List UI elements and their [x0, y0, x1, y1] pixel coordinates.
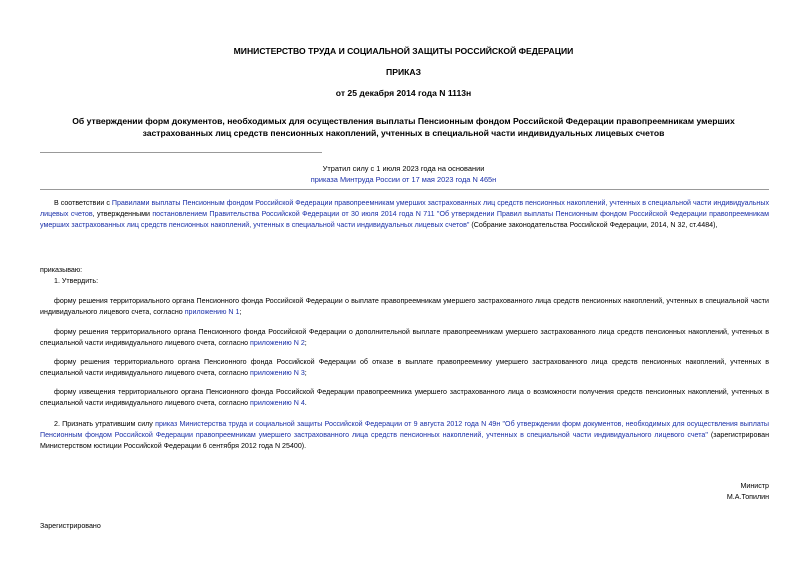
note-divider — [40, 189, 769, 190]
document-title: Об утверждении форм документов, необходимых для осуществления выплаты Пенсионным фондом Российской Федерации правопреемникам умерших застрахованных лиц средств пенсионных накоплений, учтенных в специальной части индивидуальных лицевых счетов — [72, 116, 735, 138]
appendix-1-link[interactable]: приложению N 1 — [184, 308, 240, 316]
form-item-4 — [40, 387, 769, 409]
form-item-end: ; — [304, 339, 307, 347]
item-2-text-2: (зарегистрирован Министерством юстиции Российской Федерации 6 сентября 2012 года N 25400). — [40, 431, 769, 450]
appendix-2-link[interactable]: приложению N 2 — [250, 339, 305, 347]
signature-position: Министр — [740, 482, 769, 490]
form-item-end: ; — [239, 308, 242, 316]
preamble-text-1: В соответствии с — [54, 199, 112, 207]
date-number: от 25 декабря 2014 года N 1113н — [335, 88, 472, 98]
appendix-3-link[interactable]: приложению N 3 — [250, 369, 305, 377]
form-item-text: форму решения территориального органа Пенсионного фонда Российской Федерации о дополнительной выплате правопреемникам умершего застрахованного лица средств пенсионных накоплений, учтенных в специальной части индивидуального лицевого счета, согласно — [40, 328, 769, 347]
item-2 — [40, 419, 769, 452]
doc-type: ПРИКАЗ — [386, 67, 421, 77]
preamble-text-2: , утвержденными — [92, 210, 153, 218]
preamble — [40, 198, 769, 231]
item-2-text-1: 2. Признать утратившим силу — [54, 420, 156, 428]
form-item-text: форму решения территориального органа Пенсионного фонда Российской Федерации об отказе в выплате правопреемнику умершего застрахованного лица средств пенсионных накоплений, учтенных в специальной части индивидуального лицевого счета, согласно — [40, 358, 769, 377]
form-item-text: форму решения территориального органа Пенсионного фонда Российской Федерации о выплате правопреемникам умершего застрахованного лица средств пенсионных накоплений, учтенных в специальной части индивидуального лицевого счета, согласно — [40, 297, 769, 316]
title-divider — [40, 152, 322, 153]
form-item-3 — [40, 357, 769, 379]
prikazyvayu: приказываю: — [40, 266, 83, 274]
form-item-end: . — [304, 399, 307, 407]
status-note-link[interactable]: приказа Минтруда России от 17 мая 2023 года N 465н — [310, 175, 497, 184]
rules-link[interactable]: Правилами выплаты Пенсионным фондом Российской Федерации правопреемникам умерших застрахованных лиц средств пенсионных накоплений, учтенных в специальной части индивидуальных лицевых счетов — [40, 199, 769, 218]
appendix-4-link[interactable]: приложению N 4 — [250, 399, 305, 407]
ministry-heading: МИНИСТЕРСТВО ТРУДА И СОЦИАЛЬНОЙ ЗАЩИТЫ РОССИЙСКОЙ ФЕДЕРАЦИИ — [233, 46, 574, 56]
item-1: 1. Утвердить: — [54, 277, 99, 285]
status-note — [40, 163, 767, 185]
form-item-1 — [40, 296, 769, 318]
form-item-text: форму извещения территориального органа Пенсионного фонда Российской Федерации правопреемника умершего застрахованного лица о возможности получения средств пенсионных накоплений, учтенных в специальной части индивидуального лицевого счета, согласно — [40, 388, 769, 407]
registered-label: Зарегистрировано — [40, 522, 101, 530]
status-note-text: Утратил силу с 1 июля 2023 года на основании — [322, 164, 485, 173]
preamble-text-3: (Собрание законодательства Российской Федерации, 2014, N 32, ст.4484), — [469, 221, 718, 229]
form-item-2 — [40, 327, 769, 349]
signature-name: М.А.Топилин — [726, 493, 769, 501]
resolution-link[interactable]: постановлением Правительства Российской Федерации от 30 июля 2014 года N 711 "Об утверждении Правил выплаты Пенсионным фондом Российской Федерации правопреемникам умерших застрахованных лиц средств пенсионных накоплений, учтенных в специальной части индивидуальных лицевых счетов" — [40, 210, 769, 229]
form-item-end: ; — [304, 369, 307, 377]
repealed-order-link[interactable]: приказ Министерства труда и социальной защиты Российской Федерации от 9 августа 2012 года N 49н "Об утверждении форм документов, необходимых для осуществления выплаты Пенсионным фондом Российской Федерации правопреемникам умершего застрахованного лица средств пенсионных накоплений, учтенных в специальной части индивидуального лицевого счета" — [40, 420, 769, 439]
